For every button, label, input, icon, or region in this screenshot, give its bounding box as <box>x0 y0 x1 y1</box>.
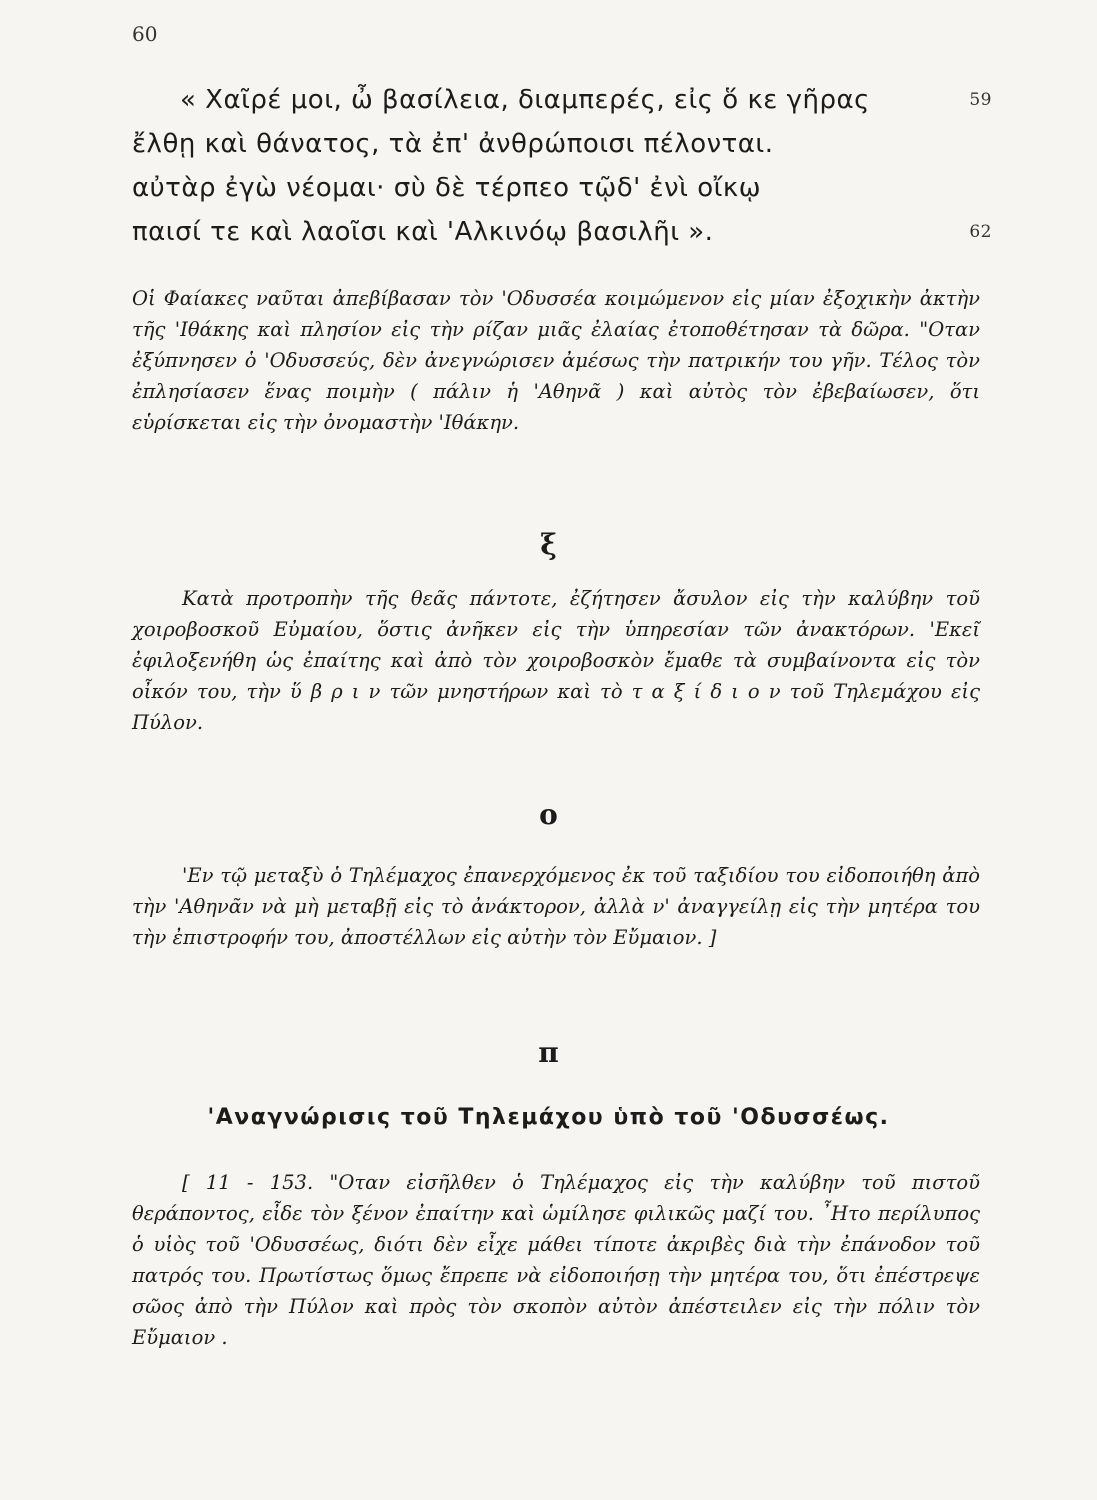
summary-paragraph-3 <box>132 860 980 953</box>
verse-line <box>132 210 992 254</box>
summary-paragraph-4 <box>132 1167 980 1353</box>
verse-number: 59 <box>969 90 992 110</box>
verse-text: ἔλθῃ καὶ θάνατος, τὰ ἐπ' ἀνθρώποισι πέλονται. <box>132 129 774 159</box>
verse-line <box>132 78 992 122</box>
book-letter-pi: π <box>538 1036 559 1069</box>
verse-text: παισί τε καὶ λαοῖσι καὶ 'Αλκινόῳ βασιλῆι ». <box>132 217 714 247</box>
verse-block <box>132 78 992 254</box>
summary-paragraph-2 <box>132 583 980 738</box>
page-number: 60 <box>132 22 158 46</box>
section-heading: 'Αναγνώρισις τοῦ Τηλεμάχου ὑπὸ τοῦ 'Οδυσσέως. <box>207 1105 890 1130</box>
book-letter-xi: ξ <box>540 528 557 561</box>
verse-text: « Χαῖρέ μοι, ὦ βασίλεια, διαμπερές, εἰς ὅ κε γῆρας <box>180 85 870 115</box>
paragraph-text: Κατὰ προτροπὴν τῆς θεᾶς πάντοτε, ἐζήτησεν ἄσυλον εἰς τὴν καλύβην τοῦ χοιροβοσκοῦ Εὐμαίου, ὅστις ἀνῆκεν εἰς τὴν ὑπηρεσίαν τῶν ἀνακτόρων. 'Εκεῖ ἐφιλοξενήθη ὡς ἐπαίτης καὶ ἀπὸ τὸν χοιροβοσκὸν ἔμαθε τὰ συμβαίνοντα εἰς τὸν οἶκόν του, τὴν ὕ β ρ ι ν τῶν μνηστήρων καὶ τὸ τ α ξ ί δ ι ο ν τοῦ Τηλεμάχου εἰς Πύλον. <box>132 587 980 734</box>
summary-paragraph-1 <box>132 283 980 438</box>
book-letter-omicron: ο <box>539 798 558 831</box>
paragraph-text: [ 11 - 153. "Οταν εἰσῆλθεν ὁ Τηλέμαχος εἰς τὴν καλύβην τοῦ πιστοῦ θεράποντος, εἶδε τὸν ξένον ἐπαίτην καὶ ὡμίλησε φιλικῶς μαζί του. ῏Ητο περίλυπος ὁ υἱὸς τοῦ 'Οδυσσέως, διότι δὲν εἶχε μάθει τίποτε ἀκριβὲς διὰ τὴν ἐπάνοδον τοῦ πατρός του. Πρωτίστως ὅμως ἔπρεπε νὰ εἰδοποιήσῃ τὴν μητέρα του, ὅτι ἐπέστρεψε σῶος ἀπὸ τὴν Πύλον καὶ πρὸς τὸν σκοπὸν αὐτὸν ἀπέστειλεν εἰς τὴν πόλιν τὸν Εὔμαιον . <box>132 1171 980 1349</box>
verse-text: αὐτὰρ ἐγὼ νέομαι· σὺ δὲ τέρπεο τῷδ' ἐνὶ οἴκῳ <box>132 173 762 203</box>
verse-line <box>132 166 992 210</box>
verse-line <box>132 122 992 166</box>
verse-number: 62 <box>969 222 992 242</box>
paragraph-text: 'Εν τῷ μεταξὺ ὁ Τηλέμαχος ἐπανερχόμενος ἐκ τοῦ ταξιδίου του εἰδοποιήθη ἀπὸ τὴν 'Αθηνᾶν νὰ μὴ μεταβῇ εἰς τὸ ἀνάκτορον, ἀλλὰ ν' ἀναγγείλῃ εἰς τὴν μητέρα του τὴν ἐπιστροφήν του, ἀποστέλλων εἰς αὐτὴν τὸν Εὔμαιον. ] <box>132 864 980 949</box>
paragraph-text: Οἱ Φαίακες ναῦται ἀπεβίβασαν τὸν 'Οδυσσέα κοιμώμενον εἰς μίαν ἐξοχικὴν ἀκτὴν τῆς 'Ιθάκης καὶ πλησίον εἰς τὴν ρίζαν μιᾶς ἐλαίας ἐτοποθέτησαν τὰ δῶρα. "Οταν ἐξύπνησεν ὁ 'Οδυσσεύς, δὲν ἀνεγνώρισεν ἀμέσως τὴν πατρικήν του γῆν. Τέλος τὸν ἐπλησίασεν ἕνας ποιμὴν ( πάλιν ἡ 'Αθηνᾶ ) καὶ αὐτὸς τὸν ἐβεβαίωσεν, ὅτι εὑρίσκεται εἰς τὴν ὀνομαστὴν 'Ιθάκην. <box>132 287 980 434</box>
